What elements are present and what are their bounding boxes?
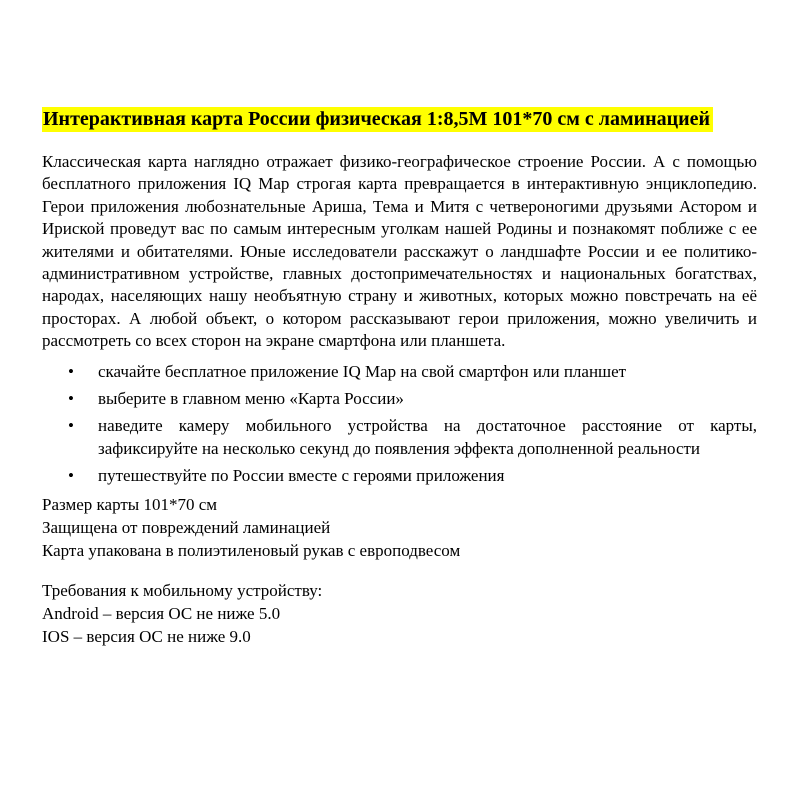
spec-line-size: Размер карты 101*70 см — [42, 494, 218, 514]
list-item — [42, 415, 757, 460]
list-item-text: выберите в главном меню «Карта России» — [98, 389, 404, 409]
bullet-icon: • — [68, 416, 74, 436]
requirements-heading: Требования к мобильному устройству: — [42, 580, 323, 600]
requirement-android: Android – версия ОС не ниже 5.0 — [42, 603, 281, 623]
page-title — [42, 106, 757, 132]
bullet-icon: • — [68, 466, 74, 486]
title-highlight: Интерактивная карта России физическая 1:8,5М 101*70 см с ламинацией — [42, 107, 713, 132]
bullet-icon: • — [68, 361, 74, 381]
requirements-block — [42, 579, 757, 648]
spec-block — [42, 493, 757, 562]
list-item — [42, 361, 757, 383]
intro-paragraph: Классическая карта наглядно отражает физико-географическое строение России. А с помощью бесплатного приложения IQ Map строгая карта превращается в интерактивную энциклопедию. Герои приложения любознательные Ариша, Тема и Митя с четвероногими друзьями Астором и Ириской проведут вас по самым интересным уголкам нашей Родины и познакомят поближе с ее жителями и обитателями. Юные исследователи расскажут о ландшафте России и ее политико-административном устройстве, главных достопримечательностях и национальных богатствах, народах, населяющих нашу необъятную страну и животных, которых можно повстречать на её просторах. А любой объект, о котором рассказывают герои приложения, можно увеличить и рассмотреть со всех сторон на экране смартфона или планшета. — [42, 152, 757, 351]
list-item — [42, 465, 757, 487]
requirement-ios: IOS – версия ОС не ниже 9.0 — [42, 626, 251, 646]
spec-line-packaging: Карта упакована в полиэтиленовый рукав с европодвесом — [42, 540, 461, 560]
list-item-text: путешествуйте по России вместе с героями приложения — [98, 466, 505, 486]
list-item-text: наведите камеру мобильного устройства на достаточное расстояние от карты, зафиксируйте на несколько секунд до появления эффекта дополненной реальности — [98, 416, 757, 458]
spec-line-lamination: Защищена от повреждений ламинацией — [42, 517, 331, 537]
bullet-icon: • — [68, 389, 74, 409]
list-item-text: скачайте бесплатное приложение IQ Map на свой смартфон или планшет — [98, 361, 627, 381]
instructions-list — [42, 361, 757, 488]
list-item — [42, 388, 757, 410]
